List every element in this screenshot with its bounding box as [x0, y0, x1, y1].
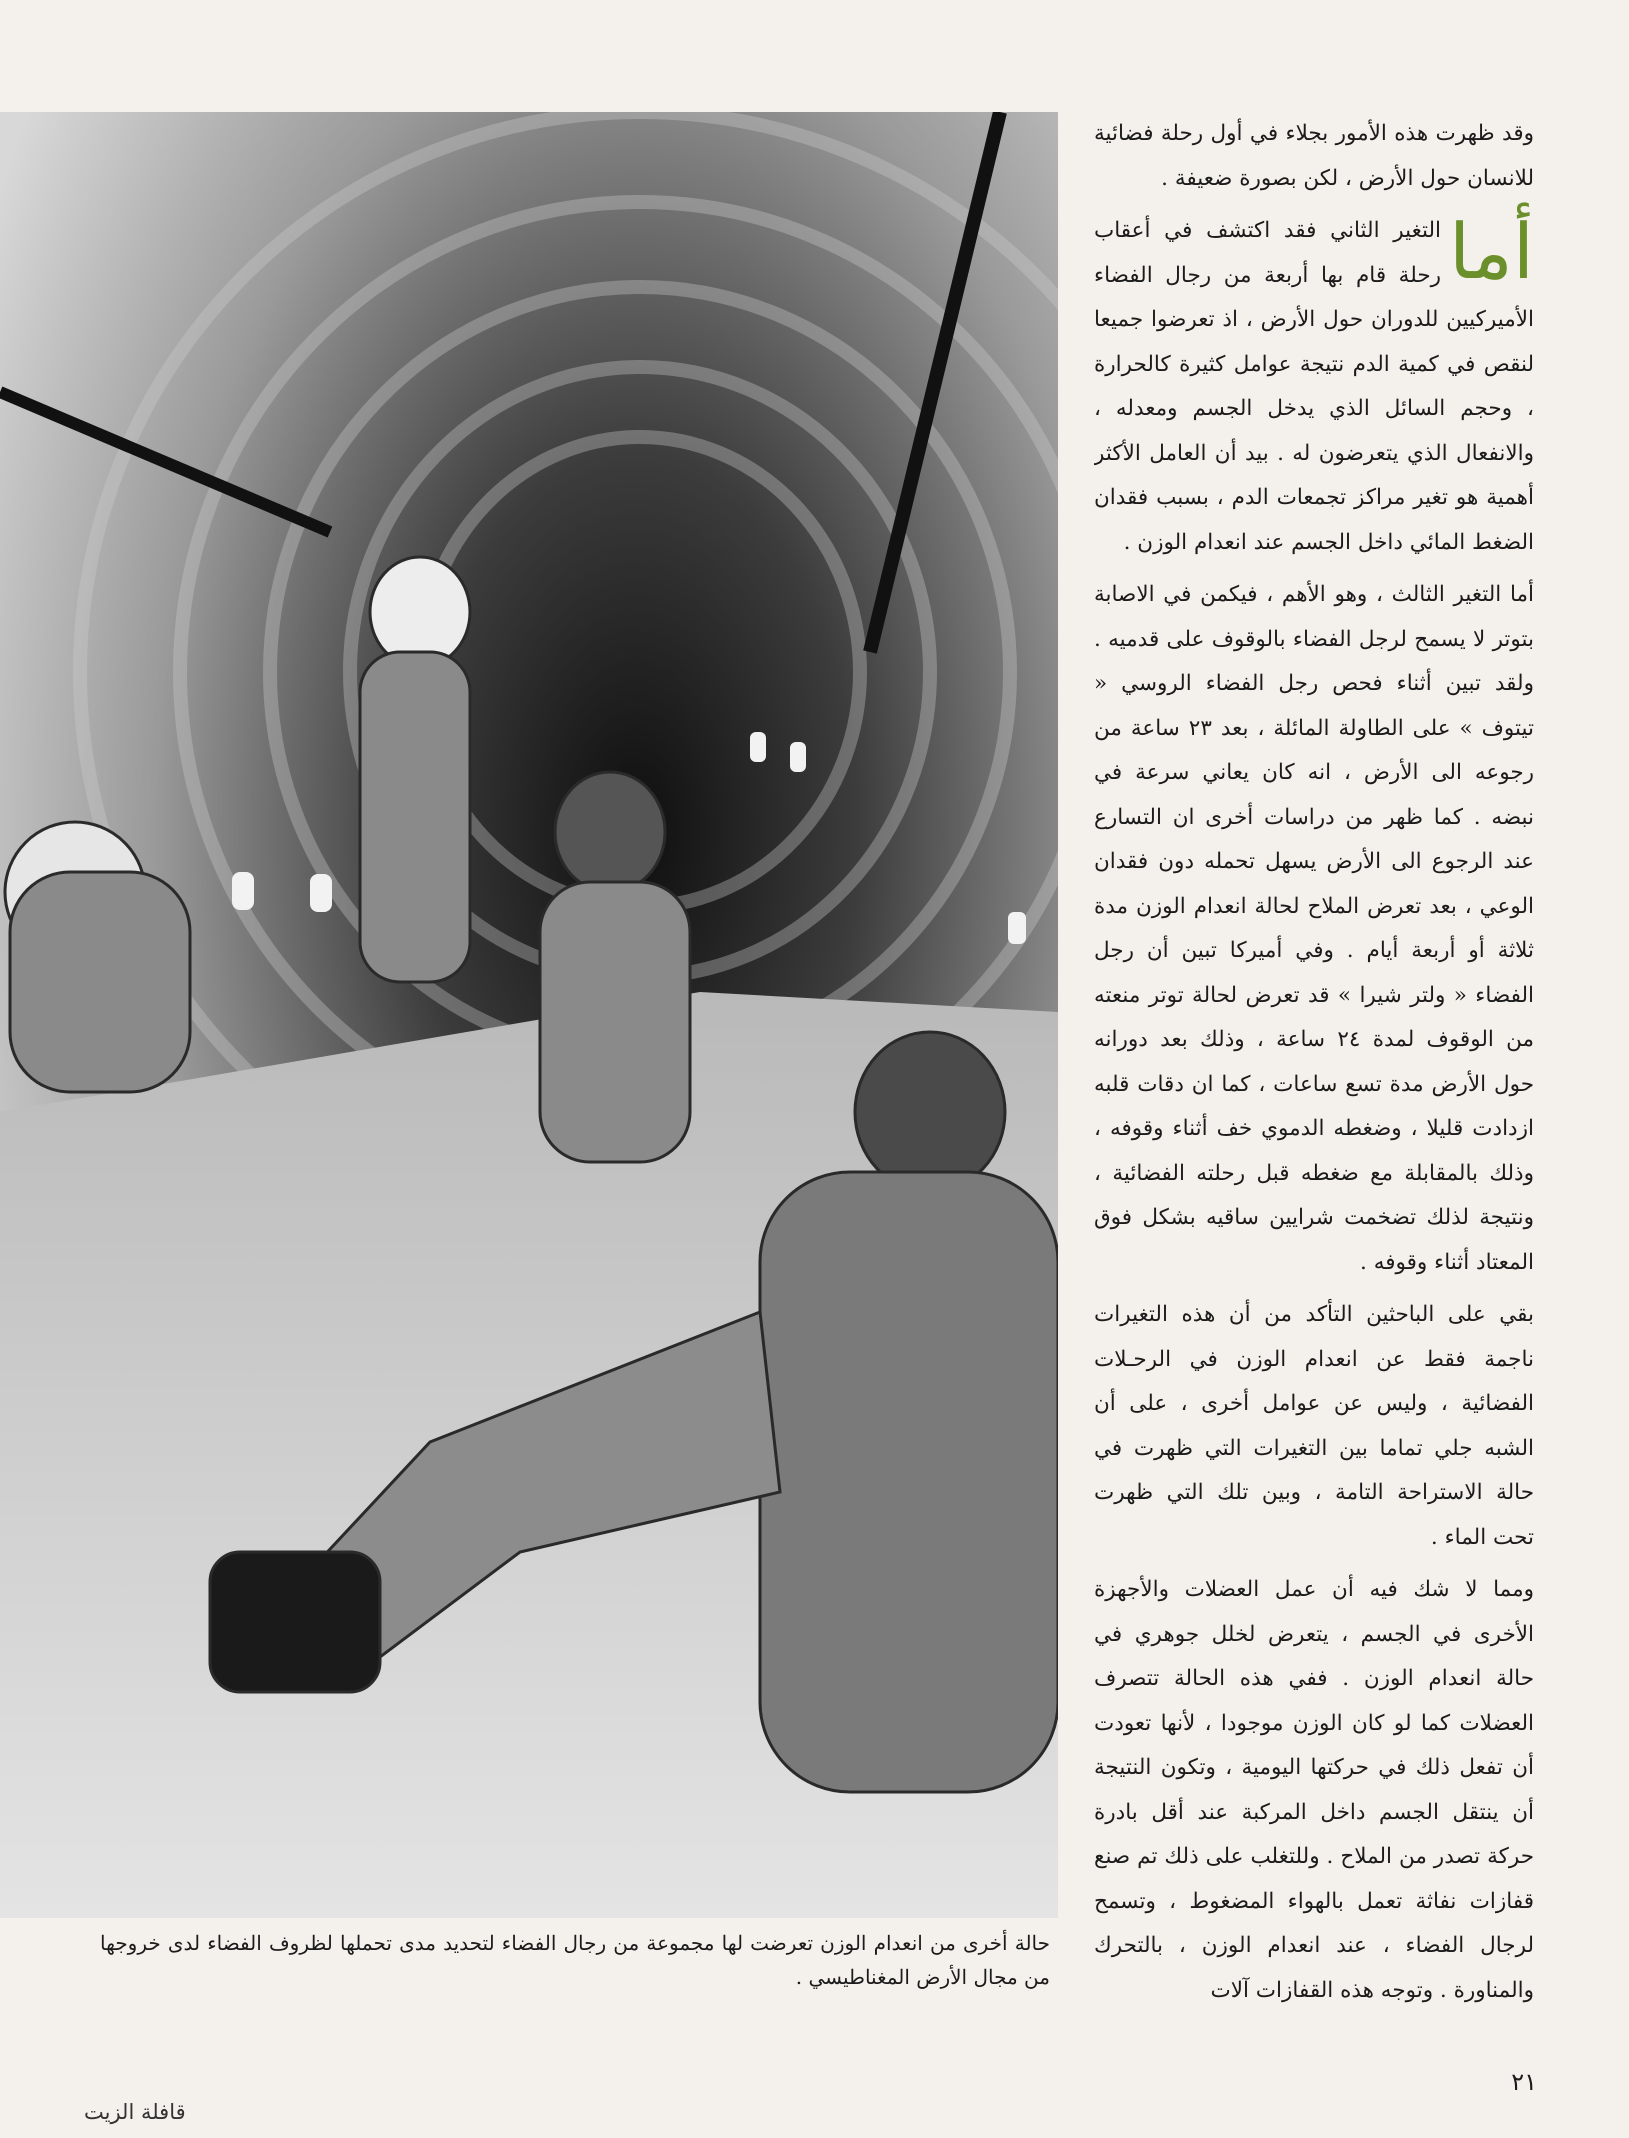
magazine-name: قافلة الزيت [84, 2100, 186, 2124]
photo-caption [100, 1926, 1050, 1994]
article-paragraph-3: أما التغير الثالث ، وهو الأهم ، فيكمن في الاصابة بتوتر لا يسمح لرجل الفضاء بالوقوف على قدميه . ولقد تبين أثناء فحص رجل الفضاء الروسي « تيتوف » على الطاولة المائلة ، بعد ٢٣ ساعة من رجوعه الى الأرض ، انه كان يعاني سرعة في نبضه . كما ظهر من دراسات أخرى ان التسارع عند الرجوع الى الأرض يسهل تحمله دون فقدان الوعي ، بعد تعرض الملاح لحالة انعدام الوزن مدة ثلاثة أو أربعة أيام . وفي أميركا تبين أن رجل الفضاء « ولتر شيرا » قد تعرض لحالة توتر منعته من الوقوف لمدة ٢٤ ساعة ، وذلك بعد دورانه حول الأرض مدة تسع ساعات ، كما ان دقات قلبه ازدادت قليلا ، وضغطه الدموي خف أثناء وقوفه ، وذلك بالمقابلة مع ضغطه قبل رحلته الفضائية ، ونتيجة لذلك تضخمت شرايين ساقيه بشكل فوق المعتاد أثناء وقوفه . [1094, 582, 1534, 1275]
caption-text: حالة أخرى من انعدام الوزن تعرضت لها مجموعة من رجال الفضاء لتحديد مدى تحملها لظروف الفضاء لدى خروجها من مجال الأرض المغناطيسي . [100, 1931, 1051, 1989]
dropcap: أما [1449, 207, 1534, 296]
article-paragraph-2-text: التغير الثاني فقد اكتشف في أعقاب رحلة قام بها أربعة من رجال الفضاء الأميركيين للدوران حول الأرض ، اذ تعرضوا جميعا لنقص في كمية الدم نتيجة عوامل كثيرة كالحرارة ، وحجم السائل الذي يدخل الجسم ومعدله ، والانفعال الذي يتعرضون له . بيد أن العامل الأكثر أهمية هو تغير مراكز تجمعات الدم ، بسبب فقدان الضغط المائي داخل الجسم عند انعدام الوزن . [1094, 218, 1534, 555]
page-number: ٢١ [1511, 2068, 1537, 2096]
article-paragraph-2 [1094, 209, 1534, 565]
photo-illustration [0, 112, 1058, 1918]
weightlessness-photo [0, 112, 1058, 1918]
article-paragraph-5: ومما لا شك فيه أن عمل العضلات والأجهزة الأخرى في الجسم ، يتعرض لخلل جوهري في حالة انعدام الوزن . ففي هذه الحالة تتصرف العضلات كما لو كان الوزن موجودا ، لأنها تعودت أن تفعل ذلك في حركتها اليومية ، وتكون النتيجة أن ينتقل الجسم داخل المركبة عند أقل بادرة حركة تصدر من الملاح . وللتغلب على ذلك تم صنع قفازات نفاثة تعمل بالهواء المضغوط ، وتسمح لرجال الفضاء ، عند انعدام الوزن ، بالتحرك والمناورة . وتوجه هذه القفازات آلات [1094, 1577, 1534, 2003]
article-paragraph-1: وقد ظهرت هذه الأمور بجلاء في أول رحلة فضائية للانسان حول الأرض ، لكن بصورة ضعيفة . [1094, 121, 1534, 191]
article-column [1094, 112, 1534, 2022]
article-paragraph-4: بقي على الباحثين التأكد من أن هذه التغيرات ناجمة فقط عن انعدام الوزن في الرحـلات الفضائية ، وليس عن عوامل أخرى ، على أن الشبه جلي تماما بين التغيرات التي ظهرت في حالة الاستراحة التامة ، وبين تلك التي ظهرت تحت الماء . [1094, 1302, 1534, 1550]
